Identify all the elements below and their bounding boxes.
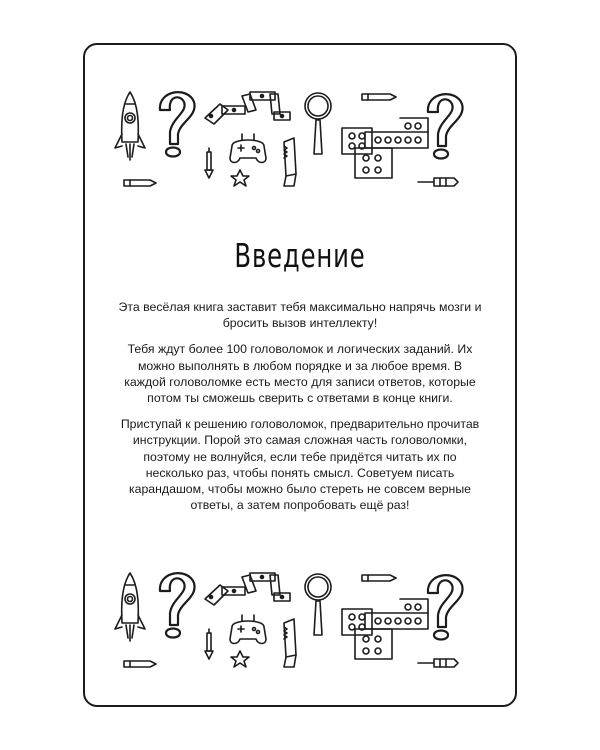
doodle-band-bottom: [110, 563, 490, 688]
brick-block-icon: [342, 118, 428, 178]
magnifier-icon: [305, 574, 331, 635]
pencil-icon: [124, 661, 156, 667]
gamepad-icon: [230, 134, 266, 163]
lightbulb-icon: [205, 629, 213, 659]
paragraph: Приступай к решению головоломок, предварительно прочитав инструкции. Порой это самая сложная часть головоломки, поэтому не волнуйся, если тебе придётся читать их по несколько раз, чтобы понять смысл. Советуем писать карандашом, чтобы можно было стереть не совсем верные ответы, а затем попробовать ещё раз!: [120, 417, 480, 513]
gamepad-icon: [230, 615, 266, 644]
lightbulb-icon: [205, 148, 213, 178]
rocket-icon: [115, 92, 145, 160]
question-mark-icon: [428, 94, 463, 158]
doodle-band-top: [110, 82, 490, 207]
question-mark-icon: [428, 575, 463, 639]
star-icon: [231, 170, 249, 186]
snake-puzzle-icon: [205, 92, 290, 124]
rocket-icon: [115, 573, 145, 641]
magnifier-icon: [305, 93, 331, 154]
screwdriver-icon: [418, 659, 458, 667]
paragraph: Тебя ждут более 100 головоломок и логических заданий. Их можно выполнять в любом порядке и за любое время. В каждой головоломке есть место для записи ответов, которые потом ты сможешь сверить с ответами в конце книги.: [124, 342, 476, 406]
saw-icon: [284, 138, 296, 186]
pencil-icon: [362, 94, 396, 100]
intro-text: [118, 299, 482, 523]
brick-block-icon: [342, 599, 428, 659]
star-icon: [231, 651, 249, 667]
paragraph: Эта весёлая книга заставит тебя максимально напрячь мозги и бросить вызов интеллекту!: [118, 300, 482, 331]
screwdriver-icon: [418, 178, 458, 186]
snake-puzzle-icon: [205, 573, 290, 605]
saw-icon: [284, 619, 296, 667]
pencil-icon: [124, 180, 156, 186]
page-title: Введение: [234, 236, 366, 275]
question-mark-icon: [160, 573, 195, 637]
question-mark-icon: [160, 92, 195, 156]
pencil-icon: [362, 575, 396, 581]
